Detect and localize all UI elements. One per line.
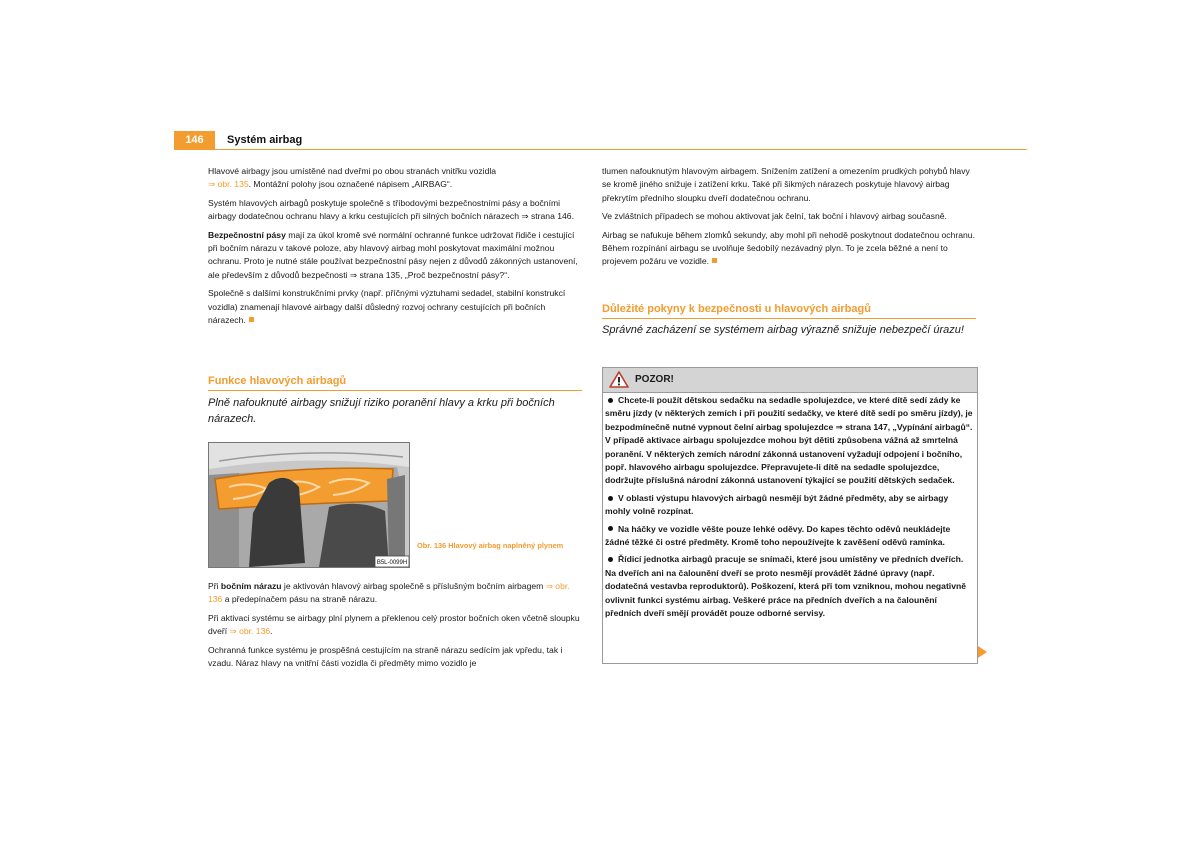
warning-item: Chcete-li použít dětskou sedačku na sedadle spolujezdce, ve které dítě sedí zády ke směru jízdy (v některých zemích i při použití sedačky, ve které dítě sedí po směru jízdy), je bezpodmínečně nutné vypnout čelní airbag spolujezdce ⇒ strana 147, „Vypínání airbagů“. V případě aktivace airbagu spolujezdce mohou být dětiti způsobena vážná až smrtelná poranění. V některých zemích národní zákonná ustanovení vyžadují odpojení i bočního, popř. hlavového airbagu spolujezdce. Přepravujete-li dítě na sedadle spolujezdce, dodržujte příslušná národní zákonná ustanovení týkající se použití dětských sedaček. (605, 395, 973, 486)
section-lead-safety: Správné zacházení se systémem airbag výrazně snižuje nebezpečí úrazu! (602, 324, 964, 336)
section-title-function: Funkce hlavových airbagů (208, 375, 347, 387)
paragraph-development: Společně s dalšími konstrukčními prvky (např. příčnými výztuhami sedadel, stabilní konstrukcí vozidla) znamenají hlavové airbagy další důsledný rozvoj ochrany cestujících při bočních nárazech. (208, 288, 566, 326)
paragraph-intro: Hlavové airbagy jsou umístěné nad dveřmi po obou stranách vnitřku vozidla ⇒ obr. 135. Montážní polohy jsou označené nápisem „AIRBAG“. (208, 166, 497, 190)
bullet-icon (608, 526, 613, 531)
left-column-top (208, 165, 582, 332)
left-column-bottom (208, 580, 582, 675)
figure-caption: Obr. 136 Hlavový airbag naplněný plynem (417, 541, 564, 550)
bullet-icon (608, 398, 613, 403)
paragraph-inflation: Airbag se nafukuje během zlomků sekundy, aby mohl při nehodě poskytnout dodatečnou ochranu. Během rozpínání airbagu se uvolňuje šedobílý nezávadný plyn. To je zcela běžné a není to projevem požáru ve vozidle. (602, 229, 975, 267)
warning-item: V oblasti výstupu hlavových airbagů nesmějí být žádné předměty, aby se airbagy mohly volně rozpínat. (605, 492, 949, 517)
paragraph-damping: tlumen nafouknutým hlavovým airbagem. Snížením zatížení a omezením prudkých pohybů hlavy se kromě jiného snižuje i zatížení krku. Také při šikmých nárazech poskytuje hlavový airbag překrytím předního sloupku dveří dodatečnou ochranu. (602, 166, 970, 203)
warning-item: Řídicí jednotka airbagů pracuje se snímači, které jsou umístěny ve předních dveřích. Na dveřích ani na čalounění dveří se proto nesmějí provádět žádné úpravy (např. dodatečná vestavba reproduktorů). Poškození, která při tom vzniknou, mohou negativně ovlivnit funkci systému airbag. Veškeré práce na předních dveřích a na čalounění předních dveří smějí provádět pouze odborné servisy. (605, 554, 967, 619)
paragraph-simultaneous: Ve zvláštních případech se mohou aktivovat jak čelní, tak boční i hlavový airbag současně. (602, 211, 947, 222)
continue-arrow-icon (978, 646, 987, 658)
paragraph-activation: Při aktivaci systému se airbagy plní plynem a překlenou celý prostor bočních oken včetně sloupku dveří ⇒ obr. 136. (208, 612, 580, 637)
section-title-safety: Důležité pokyny k bezpečnosti u hlavových airbagů (602, 303, 871, 315)
figure-ref[interactable]: ⇒ obr. 136 (208, 581, 570, 605)
header-rule (174, 149, 1027, 150)
figure-code: B5L-0099H (376, 560, 408, 566)
airbag-figure (208, 442, 410, 568)
figure-ref[interactable]: ⇒ obr. 136 (229, 626, 271, 637)
orange-square-icon (249, 317, 254, 322)
section-rule (208, 390, 582, 391)
warning-triangle-icon (609, 371, 629, 388)
section-lead-function: Plně nafouknuté airbagy snižují riziko poranění hlavy a krku při bočních nárazech. (208, 397, 555, 425)
car-interior-illustration (209, 443, 409, 567)
figure-ref[interactable]: ⇒ obr. 135 (208, 179, 249, 190)
bullet-icon (608, 496, 613, 501)
paragraph-side-impact: Při bočním nárazu je aktivován hlavový airbag společně s příslušným bočním airbagem ⇒ obr. 136 a předepínačem pásu na straně nárazu. (208, 581, 570, 605)
warning-box (602, 367, 978, 664)
page-number: 146 (174, 131, 215, 149)
section-rule (602, 318, 976, 319)
warning-item: Na háčky ve vozidle věšte pouze lehké oděvy. Do kapes těchto oděvů neukládejte žádné těžké či ostré předměty. Kromě toho nepoužívejte k zavěšení oděvů ramínka. (605, 523, 951, 548)
warning-body (605, 394, 973, 625)
page-title: Systém airbag (227, 134, 303, 146)
bullet-icon (608, 557, 613, 562)
warning-title: POZOR! (635, 374, 674, 385)
warning-header (603, 368, 977, 393)
paragraph-system: Systém hlavových airbagů poskytuje společně s tříbodovými bezpečnostními pásy a bočními airbagy dodatečnou ochranu hlavy a krku cestujících při silných bočních nárazech ⇒ strana 146. (208, 197, 574, 222)
paragraph-protection: Ochranná funkce systému je prospěšná cestujícím na straně nárazu sedícím jak vpředu, tak i vzadu. Náraz hlavy na vnitřní části vozidla či předměty mimo vozidlo je (208, 644, 563, 669)
orange-square-icon (712, 258, 717, 263)
paragraph-belts: Bezpečnostní pásy mají za úkol kromě své normální ochranné funkce udržovat řidiče i cestující při bočním nárazu v takové poloze, aby hlavový airbag mohl poskytovat maximální možnou ochranu. Proto je nutné stále používat bezpečnostní pásy nejen z důvodů zákonných ustanovení, ale především z důvodů bezpečnosti ⇒ strana 135, „Proč bezpečnostní pásy?“. (208, 229, 578, 280)
right-column-top (602, 165, 976, 274)
